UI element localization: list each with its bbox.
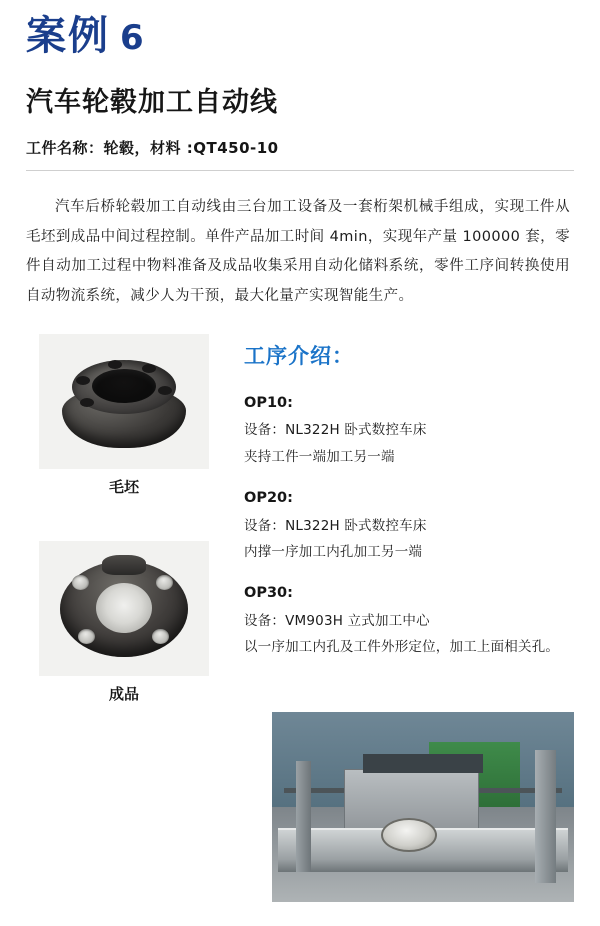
case-label: 案例 [26,13,110,59]
operation-code: OP10: [244,394,293,411]
operation-equipment: 设备：NL322H 卧式数控车床 [244,422,427,439]
finished-part-illustration [56,549,192,667]
process-section-title: 工序介绍： [244,343,354,368]
operation-list [244,390,574,661]
page-title: 汽车轮毂加工自动线 [26,87,278,118]
process-column [244,334,574,704]
blank-photo-block [39,334,209,497]
case-number: 6 [120,18,144,58]
operation-description: 以一序加工内孔及工件外形定位，加工上面相关孔。 [244,639,560,656]
production-line-photo [272,712,574,902]
workpiece-subtitle: 工件名称：轮毂，材料 :QT450-10 [26,139,279,157]
operation-code: OP30: [244,585,293,602]
finished-workpiece-photo [39,541,209,676]
content-area [26,334,574,704]
intro-paragraph: 汽车后桥轮毂加工自动线由三台加工设备及一套桁架机械手组成，实现工件从毛坯到成品中间过程控制。单件产品加工时间 4min，实现年产量 100000 套，零件自动加工过程中物料准备及成品收集采用自动化储料系统，零件工序间转换使用自动物流系统，减少人为干预，最大化量产实现智能生产。 [26,199,570,305]
blank-part-illustration [54,352,194,456]
operation-equipment: 设备：VM903H 立式加工中心 [244,612,430,629]
operation-description: 夹持工件一端加工另一端 [244,448,395,465]
operation-code: OP20: [244,490,293,507]
header-divider [26,170,574,171]
blank-workpiece-photo [39,334,209,469]
operation-description: 内撑一序加工内孔加工另一端 [244,543,423,560]
photo-column [26,334,222,704]
blank-photo-caption: 毛坯 [108,477,139,496]
operation-item [244,580,574,660]
operation-item [244,485,574,565]
operation-equipment: 设备：NL322H 卧式数控车床 [244,517,427,534]
operation-item [244,390,574,470]
finished-photo-block [39,541,209,704]
finished-photo-caption: 成品 [108,684,139,703]
case-header [26,0,574,59]
